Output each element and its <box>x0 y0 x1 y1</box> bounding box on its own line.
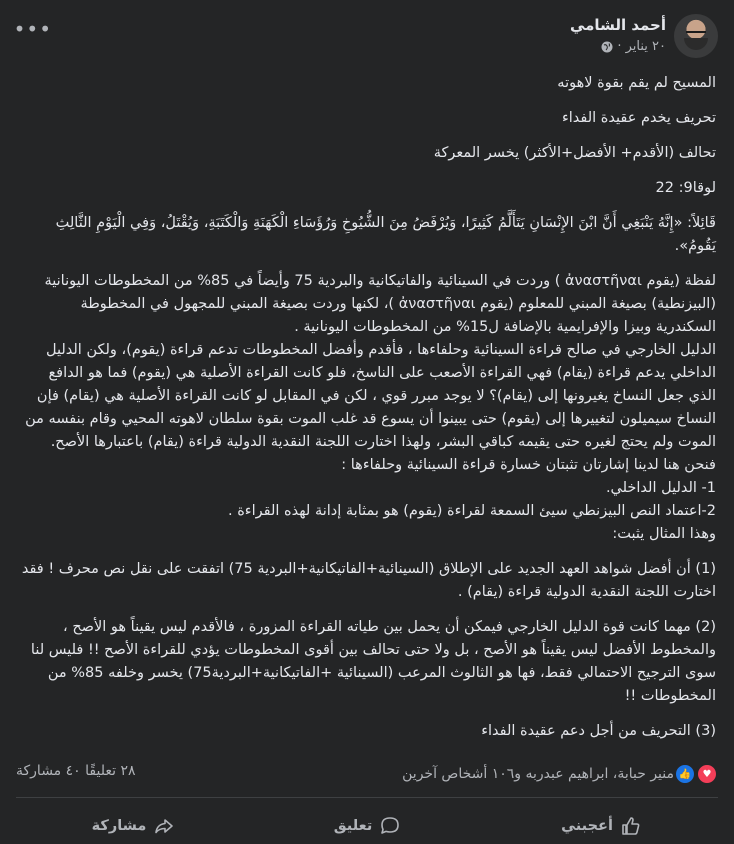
post-stats <box>16 763 718 787</box>
post-line-alliance: تحالف (الأقدم+ الأفضل+الأكثر) يخسر المعركة <box>433 145 716 161</box>
share-icon <box>154 816 174 836</box>
share-button[interactable] <box>16 808 250 844</box>
thumbs-up-icon <box>621 816 641 836</box>
share-label: مشاركة <box>91 818 147 834</box>
post-line-point-1: 1- الدليل الداخلي. <box>605 480 716 496</box>
divider <box>16 797 718 798</box>
post-line-verse: قَائِلاً: «إِنَّهُ يَنْبَغِي أَنَّ ابْنَ الإِنْسَانِ يَتَأَلَّمُ كَثِيرًا، وَيُرْفَضُ مِنَ الشُّيُوخِ وَرُؤَسَاءِ الْكَهَنَةِ وَالْكَتَبَةِ، وَيُقْتَلُ، وَفِي الْيَوْمِ الثَّالِثِ يَقُومُ». <box>55 215 716 254</box>
post-conclusion-3: (3) التحريف من أجل دعم عقيدة الفداء <box>481 723 716 739</box>
comment-share-counts[interactable]: ٢٨ تعليقًا ٤٠ مشاركة <box>16 763 136 779</box>
reactions-summary[interactable] <box>402 763 718 785</box>
like-label: أعجبني <box>561 818 613 834</box>
post-header <box>13 14 718 62</box>
post-date[interactable]: ٢٠ يناير · <box>617 39 666 54</box>
post-paragraph-evidence: الدليل الخارجي في صالح قراءة السينائية وحلفاءها ، فأقدم وأفضل المخطوطات تدعم قراءة (يقوم)، ولكن الدليل الداخلي يدعم قراءة (يقام) فهي القراءة الأصعب على الناسخ، فلو كانت القراءة الأصلية هي (يقوم) فما هو الدافع الذي جعل النساخ يغيرونها إلى (يقام)؟ لا يوجد مبرر قوي ، لكن في المقابل لو كانت القراءة الأصلية هي (يقام) فإن النساخ سيميلون لتغييرها إلى (يقوم) حتى يبينوا أن يسوع قد غلب الموت بقوة سلطان لاهوته المحيي وقام بنفسه من الموت ولم يحتج لغيره حتى يقيمه كباقي البشر، ولهذا اختارت اللجنة النقدية الدولية قراءة (يقام) باعتبارها الأصح. <box>25 342 716 450</box>
post-line-signs: فنحن هنا لدينا إشارتان تثبتان خسارة قراءة السينائية وحلفاءها : <box>341 457 716 473</box>
post-line-example: وهذا المثال يثبت: <box>612 526 716 542</box>
post-conclusion-2: (2) مهما كانت قوة الدليل الخارجي فيمكن أن يحمل بين طياته القراءة المزورة ، فالأقدم ليس يقيناً هو الأصح ، والمخطوط الأفضل ليس يقيناً هو الأصح ، بل ولا حتى تحالف بين أقوى المخطوطات يؤدي للقراءة الأصح !! فليس لنا سوى الترجيح الاحتمالي فقط، فها هو الثالوث المرعب (السينائية +الفاتيكانية+البردية75) يخسر وخلفه 85% من المخطوطات !! <box>30 619 716 704</box>
like-button[interactable] <box>484 808 718 844</box>
author-avatar[interactable] <box>674 14 718 58</box>
love-reaction-icon: ♥ <box>696 763 718 785</box>
post-meta <box>601 39 666 54</box>
post-actions <box>16 808 718 844</box>
post-paragraph-word: لفظة (يقوم ἀναστῆναι ) وردت في السينائية والفاتيكانية والبردية 75 وأيضاً في 85% من المخطوطات اليونانية (البيزنطية) بصيغة المبني للمعلوم (يقوم ἀναστῆναι )، لكنها وردت بصيغة المبني للمجهول في المخطوطة السكندرية وبيزا والإفرايمية بالإضافة ل15% من المخطوطات اليونانية . <box>44 273 716 335</box>
like-reaction-icon: 👍 <box>674 763 696 785</box>
reaction-icons <box>680 763 718 785</box>
post-text <box>18 72 716 743</box>
avatar-beard <box>684 38 708 50</box>
post-conclusion-1: (1) أن أفضل شواهد العهد الجديد على الإطلاق (السينائية+الفاتيكانية+البردية 75) اتفقت على نقل نص محرف ! فقد اختارت اللجنة النقدية الدولية قراءة (يقام) . <box>21 561 716 600</box>
reactions-text[interactable]: منير حبابة، ابراهيم عبدربه و١٠٦ أشخاص آخرين <box>402 766 674 782</box>
post-line-point-2: 2-اعتماد النص البيزنطي سيئ السمعة لقراءة (يقوم) هو بمثابة إدانة لهذه القراءة . <box>227 503 716 519</box>
post-line-subtitle: تحريف يخدم عقيدة الفداء <box>561 110 716 126</box>
comment-label: تعليق <box>333 818 373 834</box>
comment-button[interactable] <box>250 808 484 844</box>
comment-icon <box>380 816 400 836</box>
post-line-reference: لوقا9: 22 <box>655 180 716 196</box>
post-line-title: المسيح لم يقم بقوة لاهوته <box>557 75 716 91</box>
author-name[interactable]: أحمد الشامي <box>569 16 666 34</box>
globe-icon <box>601 41 613 53</box>
more-options-button[interactable]: ••• <box>13 17 52 41</box>
